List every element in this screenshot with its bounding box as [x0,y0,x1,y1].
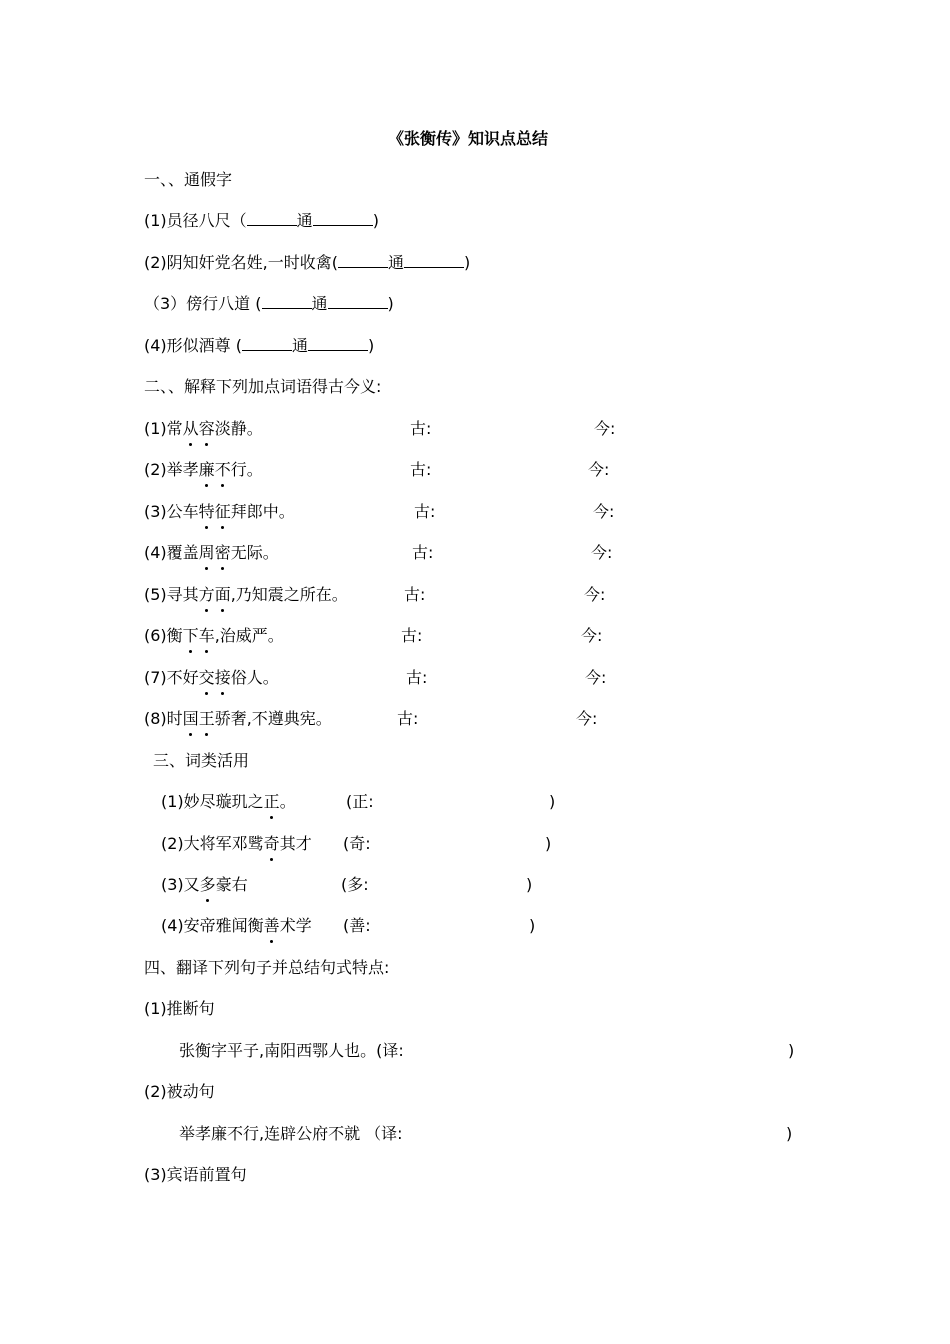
item-suffix: 拜郎中。 [230,502,295,521]
item-text: （3）傍行八道 ( [144,294,262,313]
dotted-char: 接 [214,668,231,687]
item-suffix: 。 [279,792,296,811]
item-text: (1)员径八尺（ [144,211,247,230]
close-paren: ) [545,834,552,853]
translate-sentence: 张衡字平子,南阳西鄂人也。(译: [179,1041,404,1060]
item-suffix: 术学 [279,916,312,935]
close-paren: ) [549,792,556,811]
gujinyi-item [144,626,284,646]
tong-label: 通 [292,336,309,355]
close-paren: ) [788,1041,795,1060]
item-suffix: 淡静。 [214,419,263,438]
item-prefix: (8)时 [144,709,183,728]
dotted-char: 廉 [198,460,215,479]
dotted-char: 密 [214,543,231,562]
gujinyi-item [144,585,348,605]
close-paren: ) [464,253,471,272]
tong-label: 通 [388,253,405,272]
section-heading-cileihuoyong: 三、词类活用 [153,751,250,770]
section-heading-tongjiazi: 一、、通假字 [144,170,233,189]
dotted-char: 不 [214,460,231,479]
page-title: 《张衡传》知识点总结 [388,129,549,148]
jin-label: 今: [581,626,603,645]
dotted-char: 周 [198,543,215,562]
gujinyi-item [144,502,295,522]
answer-blank[interactable] [242,336,292,351]
gu-label: 古: [397,709,419,728]
item-suffix: 无际。 [230,543,279,562]
item-prefix: (6)衡 [144,626,183,645]
item-suffix: 其才 [279,834,312,853]
sentence-type-label: (3)宾语前置句 [144,1165,247,1184]
dotted-char: 正 [263,792,280,811]
dotted-char: 特 [198,502,215,521]
gu-label: 古: [412,543,434,562]
cilei-item [161,916,312,936]
tongjiazi-item [144,211,379,231]
item-prefix: (5)寻其 [144,585,199,604]
close-paren: ) [529,916,536,935]
section-heading-gujinyi: 二、、解释下列加点词语得古今义: [144,377,382,396]
gujinyi-item [144,668,279,688]
item-suffix: 骄奢,不遵典宪。 [214,709,332,728]
cilei-item [161,792,296,812]
gu-label: 古: [414,502,436,521]
item-prefix: (4)安帝雅闻衡 [161,916,264,935]
item-prefix: (2)举孝 [144,460,199,479]
gu-label: 古: [401,626,423,645]
gujinyi-item [144,543,279,563]
item-text: (2)阴知奸党名姓,一时收禽( [144,253,338,272]
meaning-prompt: (奇: [343,834,371,853]
answer-blank[interactable] [404,253,464,268]
item-suffix: 行。 [230,460,263,479]
meaning-prompt: (善: [343,916,371,935]
item-suffix: 俗人。 [230,668,279,687]
item-suffix: ,乃知震之所在。 [230,585,348,604]
close-paren: ) [368,336,375,355]
cilei-item [161,875,248,895]
jin-label: 今: [584,585,606,604]
item-suffix: 豪右 [215,875,248,894]
dotted-char: 容 [198,419,215,438]
tongjiazi-item [144,294,394,314]
gujinyi-item [144,709,332,729]
tong-label: 通 [311,294,328,313]
dotted-char: 王 [198,709,215,728]
tongjiazi-item [144,253,470,273]
jin-label: 今: [593,502,615,521]
jin-label: 今: [576,709,598,728]
item-suffix: ,治威严。 [214,626,284,645]
dotted-char: 从 [182,419,199,438]
jin-label: 今: [585,668,607,687]
cilei-item [161,834,312,854]
answer-blank[interactable] [262,294,312,309]
dotted-char: 善 [263,916,280,935]
answer-blank[interactable] [328,294,388,309]
close-paren: ) [786,1124,793,1143]
item-prefix: (2)大将军邓骘 [161,834,264,853]
dotted-char: 车 [198,626,215,645]
gu-label: 古: [410,460,432,479]
close-paren: ) [387,294,394,313]
gu-label: 古: [404,585,426,604]
close-paren: ) [372,211,379,230]
answer-blank[interactable] [313,211,373,226]
dotted-char: 国 [182,709,199,728]
jin-label: 今: [594,419,616,438]
item-prefix: (7)不好 [144,668,199,687]
dotted-char: 征 [214,502,231,521]
translate-sentence: 举孝廉不行,连辟公府不就 （译: [179,1124,403,1143]
dotted-char: 下 [182,626,199,645]
meaning-prompt: (多: [341,875,369,894]
jin-label: 今: [591,543,613,562]
item-prefix: (4)覆盖 [144,543,199,562]
tong-label: 通 [296,211,313,230]
dotted-char: 多 [199,875,216,894]
dotted-char: 奇 [263,834,280,853]
answer-blank[interactable] [247,211,297,226]
meaning-prompt: (正: [346,792,374,811]
gujinyi-item [144,419,263,439]
jin-label: 今: [588,460,610,479]
item-text: (4)形似酒尊 ( [144,336,242,355]
gu-label: 古: [410,419,432,438]
item-prefix: (1)妙尽璇玑之 [161,792,264,811]
item-prefix: (1)常 [144,419,183,438]
dotted-char: 面 [214,585,231,604]
answer-blank[interactable] [338,253,388,268]
section-heading-fanyi: 四、翻译下列句子并总结句式特点: [144,958,390,977]
sentence-type-label: (2)被动句 [144,1082,215,1101]
dotted-char: 方 [198,585,215,604]
item-prefix: (3)公车 [144,502,199,521]
tongjiazi-item [144,336,374,356]
sentence-type-label: (1)推断句 [144,999,215,1018]
answer-blank[interactable] [308,336,368,351]
item-prefix: (3)又 [161,875,200,894]
gu-label: 古: [406,668,428,687]
close-paren: ) [526,875,533,894]
gujinyi-item [144,460,263,480]
dotted-char: 交 [198,668,215,687]
